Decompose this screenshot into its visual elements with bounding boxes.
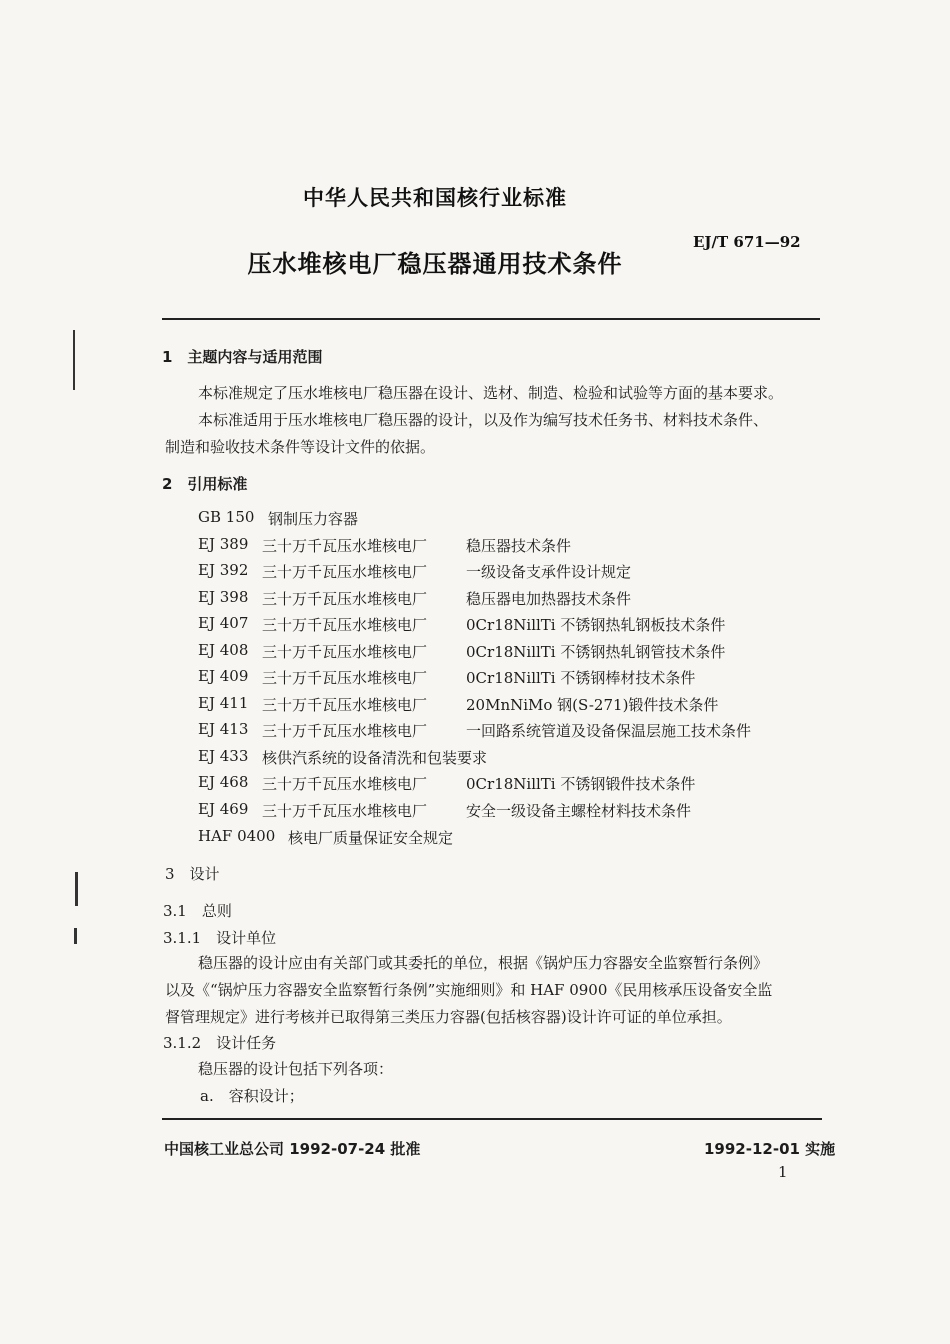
ref-org: 三十万千瓦压水堆核电厂: [262, 590, 428, 608]
ref-org: 三十万千瓦压水堆核电厂: [262, 669, 428, 687]
section-3-1-1-paragraph-cont: 督管理规定》进行考核并已取得第三类压力容器(包括核容器)设计许可证的单位承担。: [165, 1008, 732, 1026]
document-title: 压水堆核电厂稳压器通用技术条件: [247, 250, 623, 278]
ref-title: 稳压器技术条件: [466, 537, 572, 555]
ref-code: EJ 413: [198, 720, 249, 738]
scan-artifact: [73, 330, 75, 390]
ref-title: 安全一级设备主螺栓材料技术条件: [466, 802, 692, 820]
page-number: 1: [778, 1163, 788, 1181]
ref-code: EJ 468: [198, 773, 249, 791]
approval-date: 中国核工业总公司 1992-07-24 批准: [164, 1140, 421, 1158]
section-1-heading: 1 主题内容与适用范围: [162, 348, 323, 366]
ref-org: 三十万千瓦压水堆核电厂: [262, 775, 428, 793]
ref-org: 三十万千瓦压水堆核电厂: [262, 722, 428, 740]
scan-artifact: [75, 872, 78, 906]
ref-title: 一级设备支承件设计规定: [466, 563, 632, 581]
ref-title: 钢制压力容器: [268, 510, 359, 528]
ref-title: 20MnNiMo 钢(S-271)锻件技术条件: [466, 696, 719, 714]
header-divider: [162, 318, 820, 320]
ref-org: 三十万千瓦压水堆核电厂: [262, 643, 428, 661]
ref-code: EJ 389: [198, 535, 249, 553]
section-3-1-2-heading: 3.1.2 设计任务: [163, 1034, 277, 1052]
section-1-paragraph-1: 本标准规定了压水堆核电厂稳压器在设计、选材、制造、检验和试验等方面的基本要求。: [198, 384, 784, 402]
footer-divider: [162, 1118, 822, 1120]
section-1-paragraph-2-cont: 制造和验收技术条件等设计文件的依据。: [165, 438, 436, 456]
ref-title: 稳压器电加热器技术条件: [466, 590, 632, 608]
section-3-1-2-paragraph: 稳压器的设计包括下列各项：: [198, 1060, 394, 1078]
ref-code: EJ 398: [198, 588, 249, 606]
ref-code: EJ 411: [198, 694, 249, 712]
scan-artifact: [74, 928, 77, 944]
ref-title: 0Cr18NillTi 不锈钢棒材技术条件: [466, 669, 696, 687]
ref-org: 三十万千瓦压水堆核电厂: [262, 802, 428, 820]
ref-code: EJ 392: [198, 561, 249, 579]
list-item-a: a. 容积设计；: [200, 1087, 304, 1105]
ref-code: EJ 408: [198, 641, 249, 659]
ref-title: 核电厂质量保证安全规定: [288, 829, 454, 847]
ref-title: 核供汽系统的设备清洗和包装要求: [262, 749, 488, 767]
ref-title: 0Cr18NillTi 不锈钢热轧钢板技术条件: [466, 616, 726, 634]
section-1-paragraph-2: 本标准适用于压水堆核电厂稳压器的设计，以及作为编写技术任务书、材料技术条件、: [198, 411, 769, 429]
ref-org: 三十万千瓦压水堆核电厂: [262, 537, 428, 555]
issuing-authority: 中华人民共和国核行业标准: [303, 186, 567, 210]
ref-org: 三十万千瓦压水堆核电厂: [262, 696, 428, 714]
section-3-1-heading: 3.1 总则: [163, 902, 232, 920]
section-2-heading: 2 引用标准: [162, 475, 248, 493]
ref-code: HAF 0400: [198, 827, 276, 845]
section-3-1-1-paragraph-cont: 以及《“锅炉压力容器安全监察暂行条例”实施细则》和 HAF 0900《民用核承压设备安全监: [165, 981, 773, 999]
ref-code: EJ 433: [198, 747, 249, 765]
ref-title: 0Cr18NillTi 不锈钢热轧钢管技术条件: [466, 643, 726, 661]
ref-org: 三十万千瓦压水堆核电厂: [262, 616, 428, 634]
ref-title: 0Cr18NillTi 不锈钢锻件技术条件: [466, 775, 696, 793]
standard-code: EJ/T 671—92: [693, 233, 801, 251]
ref-code: EJ 469: [198, 800, 249, 818]
section-3-heading: 3 设计: [165, 865, 220, 883]
ref-org: 三十万千瓦压水堆核电厂: [262, 563, 428, 581]
section-3-1-1-heading: 3.1.1 设计单位: [163, 929, 277, 947]
ref-code: EJ 407: [198, 614, 249, 632]
ref-code: GB 150: [198, 508, 255, 526]
ref-code: EJ 409: [198, 667, 249, 685]
effective-date: 1992-12-01 实施: [704, 1140, 836, 1158]
ref-title: 一回路系统管道及设备保温层施工技术条件: [466, 722, 752, 740]
section-3-1-1-paragraph: 稳压器的设计应由有关部门或其委托的单位，根据《锅炉压力容器安全监察暂行条例》: [198, 954, 769, 972]
